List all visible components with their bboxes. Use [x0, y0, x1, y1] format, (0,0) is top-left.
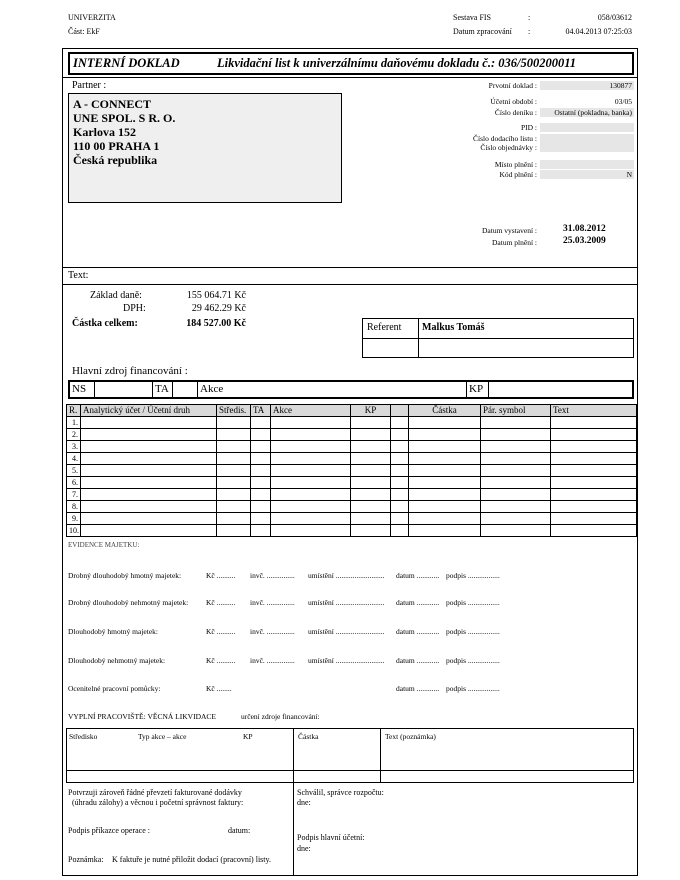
- journal-label: Číslo deníku :: [494, 108, 537, 117]
- table-cell: [217, 417, 251, 429]
- row-number: 8.: [67, 501, 81, 513]
- table-cell: [251, 513, 271, 525]
- col-header-account: Analytický účet / Účetní druh: [81, 405, 217, 417]
- organization: UNIVERZITA: [68, 13, 116, 22]
- table-cell: [481, 453, 551, 465]
- referent-name: Malkus Tomáš: [422, 322, 485, 333]
- table-cell: [409, 501, 481, 513]
- cell-divider: [94, 382, 95, 397]
- funding-ta: TA: [155, 383, 169, 395]
- department: Část: EkF: [68, 27, 100, 36]
- col-header-row-number: R.: [67, 405, 81, 417]
- table-cell: [251, 489, 271, 501]
- liq-header-note: Text (poznámka): [385, 732, 436, 741]
- table-cell: [409, 453, 481, 465]
- table-cell: [217, 453, 251, 465]
- table-cell: [551, 453, 637, 465]
- funding-box: [68, 380, 634, 399]
- table-cell: [391, 465, 409, 477]
- location-field: umístění ..........................: [308, 627, 385, 636]
- vat-label: DPH:: [123, 303, 146, 314]
- signature-field: podpis .................: [446, 598, 500, 607]
- note-label: Poznámka:: [68, 855, 104, 864]
- footer-divider: [293, 783, 294, 876]
- table-cell: [271, 477, 351, 489]
- table-cell: [351, 429, 391, 441]
- row-number: 1.: [67, 417, 81, 429]
- row-number: 3.: [67, 441, 81, 453]
- table-cell: [351, 513, 391, 525]
- signature-field: podpis .................: [446, 627, 500, 636]
- table-cell: [271, 513, 351, 525]
- pid-label: PID :: [520, 123, 537, 132]
- table-cell: [251, 441, 271, 453]
- place-of-supply-label: Místo plnění :: [494, 160, 537, 169]
- col-header-kp: KP: [351, 405, 391, 417]
- location-field: umístění ..........................: [308, 571, 385, 580]
- table-cell: [251, 501, 271, 513]
- table-cell: [217, 489, 251, 501]
- partner-country: Česká republika: [73, 153, 158, 167]
- table-cell: [481, 477, 551, 489]
- liquidation-funding-label: určení zdroje financování:: [241, 712, 320, 721]
- table-cell: [251, 477, 271, 489]
- order-number-value: [540, 143, 634, 152]
- table-cell: [271, 489, 351, 501]
- asset-type-label: Dlouhodobý nehmotný majetek:: [68, 656, 166, 665]
- referent-label: Referent: [367, 322, 402, 333]
- text-label: Text:: [68, 270, 89, 281]
- table-cell: [81, 417, 217, 429]
- table-cell: [551, 525, 637, 537]
- cell-divider: [172, 382, 173, 397]
- table-cell: [271, 453, 351, 465]
- primary-doc-label: Prvotní doklad :: [488, 81, 537, 90]
- row-number: 6.: [67, 477, 81, 489]
- referent-box: [362, 318, 634, 358]
- divider: [62, 77, 638, 78]
- tax-base-label: Základ daně:: [90, 290, 142, 301]
- table-cell: [81, 525, 217, 537]
- table-cell: [271, 417, 351, 429]
- total-label: Částka celkem:: [72, 318, 138, 329]
- table-cell: [271, 525, 351, 537]
- cell-divider: [380, 729, 381, 782]
- table-cell: [481, 513, 551, 525]
- table-cell: [351, 417, 391, 429]
- accounting-items-table: [66, 404, 637, 537]
- table-cell: [351, 525, 391, 537]
- table-cell: [551, 441, 637, 453]
- table-cell: [217, 429, 251, 441]
- liq-header-amount: Částka: [298, 732, 319, 741]
- liq-header-center: Středisko: [69, 732, 98, 741]
- funding-ns: NS: [72, 383, 87, 395]
- report-value: 058/03612: [597, 13, 632, 22]
- inventory-number-field: invč. ...............: [250, 627, 295, 636]
- table-cell: [391, 453, 409, 465]
- table-cell: [551, 513, 637, 525]
- date-field: datum ............: [396, 627, 440, 636]
- table-cell: [217, 525, 251, 537]
- table-row: [67, 477, 637, 489]
- order-signature-label: Podpis příkazce operace :: [68, 826, 150, 835]
- asset-type-label: Dlouhodobý hmotný majetek:: [68, 627, 158, 636]
- cell-divider: [197, 382, 198, 397]
- funding-akce: Akce: [200, 383, 224, 395]
- inventory-number-field: invč. ...............: [250, 656, 295, 665]
- signature-field: podpis .................: [446, 656, 500, 665]
- issue-date-value: 31.08.2012: [563, 224, 606, 234]
- partner-name: A - CONNECT: [73, 97, 152, 111]
- col-header-akce: Akce: [271, 405, 351, 417]
- location-field: umístění ..........................: [308, 656, 385, 665]
- col-header-ta: TA: [251, 405, 271, 417]
- row-number: 2.: [67, 429, 81, 441]
- table-cell: [551, 489, 637, 501]
- table-cell: [409, 465, 481, 477]
- partner-city: 110 00 PRAHA 1: [73, 139, 160, 153]
- asset-evidence-label: EVIDENCE MAJETKU:: [68, 541, 140, 549]
- table-row: [67, 441, 637, 453]
- journal-value: Ostatní (pokladna, banka): [540, 108, 634, 117]
- table-cell: [217, 513, 251, 525]
- pid-value: [540, 123, 634, 132]
- table-cell: [251, 525, 271, 537]
- inventory-number-field: invč. ...............: [250, 571, 295, 580]
- col-header-amount: Částka: [409, 405, 481, 417]
- partner-company: UNE SPOL. S R. O.: [73, 111, 176, 125]
- table-cell: [271, 429, 351, 441]
- confirmation-line-2: (úhradu zálohy) a věcnou i početní správnost faktury:: [72, 798, 244, 807]
- report-colon: :: [528, 13, 531, 22]
- note-text: K faktuře je nutné přiložit dodací (pracovní) listy.: [112, 855, 271, 864]
- col-header-text: Text: [551, 405, 637, 417]
- table-cell: [351, 441, 391, 453]
- table-row: [67, 501, 637, 513]
- table-cell: [409, 513, 481, 525]
- table-cell: [391, 429, 409, 441]
- supply-date-label: Datum plnění :: [492, 238, 537, 247]
- table-cell: [551, 417, 637, 429]
- table-cell: [81, 477, 217, 489]
- order-signature-date: datum:: [228, 826, 251, 835]
- table-cell: [551, 477, 637, 489]
- place-of-supply-value: [540, 160, 634, 169]
- report-label: Sestava FIS: [453, 13, 491, 22]
- table-cell: [481, 429, 551, 441]
- table-cell: [351, 453, 391, 465]
- cell-divider: [152, 382, 153, 397]
- date-field: datum ............: [396, 656, 440, 665]
- cell-divider: [293, 729, 294, 782]
- partner-street: Karlova 152: [73, 125, 136, 139]
- table-cell: [217, 441, 251, 453]
- table-cell: [251, 465, 271, 477]
- table-cell: [391, 417, 409, 429]
- title-bar: [68, 52, 634, 75]
- liq-header-kp: KP: [243, 732, 253, 741]
- table-cell: [81, 429, 217, 441]
- table-cell: [481, 417, 551, 429]
- partner-label: Partner :: [72, 80, 107, 91]
- date-field: datum ............: [396, 571, 440, 580]
- table-row: [67, 525, 637, 537]
- primary-doc-value: 130877: [540, 81, 634, 90]
- table-cell: [81, 489, 217, 501]
- divider: [62, 267, 638, 268]
- date-field: datum ............: [396, 684, 440, 693]
- delivery-note-label: Číslo dodacího listu :: [473, 134, 537, 143]
- table-row: [67, 429, 637, 441]
- chief-accountant-label: Podpis hlavní účetní:: [297, 833, 365, 842]
- table-row: [67, 489, 637, 501]
- table-cell: [391, 441, 409, 453]
- table-cell: [409, 429, 481, 441]
- liquidation-table: [66, 728, 634, 783]
- date-field: datum ............: [396, 598, 440, 607]
- col-header-center: Středis.: [217, 405, 251, 417]
- value-field: Kč ..........: [206, 656, 236, 665]
- table-cell: [351, 477, 391, 489]
- col-header-blank: [391, 405, 409, 417]
- processing-date-label: Datum zpracování: [453, 27, 512, 36]
- row-number: 10.: [67, 525, 81, 537]
- table-row: [67, 513, 637, 525]
- table-cell: [551, 465, 637, 477]
- table-cell: [391, 513, 409, 525]
- table-cell: [81, 441, 217, 453]
- table-cell: [81, 465, 217, 477]
- table-header-row: [67, 405, 637, 417]
- cell-divider: [466, 382, 467, 397]
- row-number: 7.: [67, 489, 81, 501]
- table-row: [67, 453, 637, 465]
- table-cell: [351, 465, 391, 477]
- table-cell: [481, 441, 551, 453]
- table-cell: [481, 489, 551, 501]
- table-cell: [391, 489, 409, 501]
- table-cell: [409, 417, 481, 429]
- table-cell: [81, 513, 217, 525]
- table-cell: [271, 441, 351, 453]
- supply-code-value: N: [540, 170, 634, 179]
- table-cell: [551, 429, 637, 441]
- value-field: Kč ........: [206, 684, 232, 693]
- table-cell: [271, 465, 351, 477]
- tax-base-value: 155 064.71 Kč: [186, 290, 246, 301]
- signature-field: podpis .................: [446, 571, 500, 580]
- table-cell: [409, 525, 481, 537]
- table-row: [67, 417, 637, 429]
- value-field: Kč ..........: [206, 571, 236, 580]
- table-cell: [217, 501, 251, 513]
- supply-date-value: 25.03.2009: [563, 236, 606, 246]
- table-cell: [217, 465, 251, 477]
- asset-type-label: Ocenitelné pracovní pomůcky:: [68, 684, 161, 693]
- asset-type-label: Drobný dlouhodobý hmotný majetek:: [68, 571, 182, 580]
- value-field: Kč ..........: [206, 598, 236, 607]
- cell-divider: [488, 382, 489, 397]
- location-field: umístění ..........................: [308, 598, 385, 607]
- supply-code-label: Kód plnění :: [499, 170, 537, 179]
- liquidation-label: VYPLNÍ PRACOVIŠTĚ: VĚCNÁ LIKVIDACE: [68, 712, 216, 721]
- cell-divider: [67, 770, 633, 771]
- chief-accountant-date: dne:: [297, 844, 311, 853]
- document-type: INTERNÍ DOKLAD: [73, 56, 180, 70]
- table-cell: [81, 453, 217, 465]
- table-cell: [481, 525, 551, 537]
- row-number: 9.: [67, 513, 81, 525]
- processing-date-colon: :: [528, 27, 531, 36]
- vat-value: 29 462.29 Kč: [191, 303, 246, 314]
- budget-approver-label: Schválil, správce rozpočtu:: [297, 788, 384, 797]
- issue-date-label: Datum vystavení :: [482, 226, 537, 235]
- divider: [62, 284, 638, 285]
- table-cell: [481, 501, 551, 513]
- signature-field: podpis .................: [446, 684, 500, 693]
- processing-date-value: 04.04.2013 07:25:03: [565, 27, 632, 36]
- delivery-note-value: [540, 134, 634, 143]
- accounting-period-value: 03/05: [614, 97, 632, 106]
- funding-kp: KP: [469, 383, 484, 395]
- table-cell: [351, 501, 391, 513]
- table-cell: [251, 429, 271, 441]
- inventory-number-field: invč. ...............: [250, 598, 295, 607]
- confirmation-line-1: Potvrzuji zároveň řádné převzetí fakturované dodávky: [68, 788, 242, 797]
- accounting-period-label: Účetní období :: [490, 97, 537, 106]
- table-cell: [217, 477, 251, 489]
- value-field: Kč ..........: [206, 627, 236, 636]
- table-cell: [351, 489, 391, 501]
- table-row: [67, 465, 637, 477]
- table-cell: [409, 489, 481, 501]
- order-number-label: Číslo objednávky :: [480, 143, 537, 152]
- table-cell: [271, 501, 351, 513]
- table-cell: [481, 465, 551, 477]
- partner-address-box: [68, 93, 342, 203]
- row-number: 5.: [67, 465, 81, 477]
- cell-divider: [363, 338, 633, 339]
- table-cell: [251, 453, 271, 465]
- funding-label: Hlavní zdroj financování :: [72, 365, 188, 377]
- table-cell: [81, 501, 217, 513]
- table-cell: [409, 441, 481, 453]
- table-cell: [409, 477, 481, 489]
- liq-header-action: Typ akce – akce: [138, 732, 187, 741]
- table-cell: [391, 477, 409, 489]
- table-cell: [551, 501, 637, 513]
- table-cell: [391, 501, 409, 513]
- row-number: 4.: [67, 453, 81, 465]
- budget-approver-date: dne:: [297, 798, 311, 807]
- col-header-var-symbol: Pár. symbol: [481, 405, 551, 417]
- document-title: Likvidační list k univerzálnímu daňovému dokladu č.: 036/500200011: [217, 56, 577, 70]
- table-cell: [251, 417, 271, 429]
- table-cell: [391, 525, 409, 537]
- asset-type-label: Drobný dlouhodobý nehmotný majetek:: [68, 598, 189, 607]
- total-value: 184 527.00 Kč: [186, 318, 246, 329]
